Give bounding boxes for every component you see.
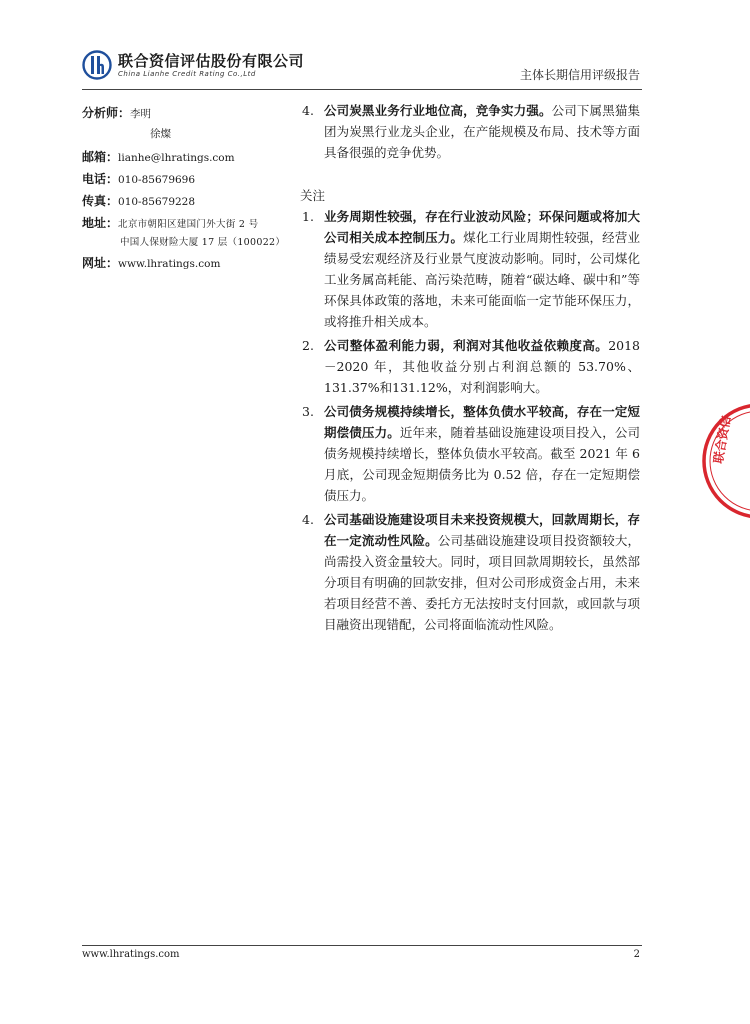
analyst-label: 分析师： bbox=[82, 106, 131, 120]
website-label: 网址： bbox=[82, 256, 119, 270]
analyst-row-2 bbox=[150, 126, 171, 141]
analyst-row bbox=[82, 104, 151, 121]
item-title: 业务周期性较强，存在行业波动风险；环保问题或将加大公司相关成本控制压力。 bbox=[324, 209, 640, 245]
item-title: 公司整体盈利能力弱，利润对其他收益依赖度高。 bbox=[324, 338, 609, 353]
company-name-en: China Lianhe Credit Rating Co.,Ltd bbox=[118, 70, 256, 78]
phone-value: 010-85679696 bbox=[118, 174, 196, 186]
fax-label: 传真： bbox=[82, 194, 119, 208]
strength-item-4 bbox=[300, 100, 640, 163]
main-content bbox=[300, 100, 640, 638]
email-value[interactable]: lianhe@lhratings.com bbox=[118, 152, 235, 164]
address-label: 地址： bbox=[82, 216, 119, 230]
header-rule bbox=[82, 89, 642, 90]
address-row bbox=[82, 214, 258, 231]
email-label: 邮箱： bbox=[82, 150, 119, 164]
item-number: 2. bbox=[302, 338, 314, 353]
page-number: 2 bbox=[633, 949, 640, 960]
phone-row bbox=[82, 170, 195, 187]
phone-label: 电话： bbox=[82, 172, 119, 186]
report-type: 主体长期信用评级报告 bbox=[519, 68, 640, 82]
item-body: 煤化工行业周期性较强，经营业绩易受宏观经济及行业景气度波动影响。同时，公司煤化工业务属高耗能、高污染范畴，随着“碳达峰、碳中和”等环保具体政策的落地，未来可能面临一定节能环保压力，或将推升相关成本。 bbox=[324, 230, 640, 329]
item-body: 2018－2020 年，其他收益分别占利润总额的 53.70%、131.37%和131.12%，对利润影响大。 bbox=[324, 338, 640, 395]
lianhe-logo-icon bbox=[82, 50, 112, 80]
footer-url[interactable]: www.lhratings.com bbox=[82, 949, 180, 960]
item-title: 公司基础设施建设项目未来投资规模大，回款周期长，存在一定流动性风险。 bbox=[324, 512, 640, 548]
concern-item-1 bbox=[300, 206, 640, 332]
website-row bbox=[82, 254, 220, 271]
analyst-1: 李明 bbox=[130, 108, 152, 120]
address-line-1: 北京市朝阳区建国门外大街 2 号 bbox=[118, 219, 259, 230]
address-row-2 bbox=[120, 234, 285, 248]
section-title-concerns: 关注 bbox=[300, 188, 326, 203]
footer-rule bbox=[82, 945, 642, 946]
item-title: 公司债务规模持续增长，整体负债水平较高，存在一定短期偿债压力。 bbox=[324, 404, 640, 440]
item-number: 4. bbox=[302, 512, 314, 527]
analyst-2: 徐燦 bbox=[150, 128, 171, 140]
item-title: 公司炭黑业务行业地位高，竞争实力强。 bbox=[324, 103, 552, 118]
address-line-2: 中国人保财险大厦 17 层（100022） bbox=[120, 237, 286, 248]
item-number: 4. bbox=[302, 103, 314, 118]
company-seal-icon bbox=[700, 396, 750, 526]
email-row bbox=[82, 148, 235, 165]
item-body: 近年来，随着基础设施建设项目投入，公司债务规模持续增长，整体负债水平较高。截至 2021 年 6 月底，公司现金短期债务比为 0.52 倍，存在一定短期偿债压力。 bbox=[324, 425, 640, 503]
concern-item-4 bbox=[300, 509, 640, 635]
item-number: 3. bbox=[302, 404, 314, 419]
concern-item-2 bbox=[300, 335, 640, 398]
item-body: 公司下属黑猫集团为炭黑行业龙头企业，在产能规模及布局、技术等方面具备很强的竞争优势。 bbox=[324, 103, 640, 160]
item-number: 1. bbox=[302, 209, 314, 224]
svg-text:联合资信: 联合资信 bbox=[711, 414, 734, 465]
website-value[interactable]: www.lhratings.com bbox=[118, 258, 221, 270]
fax-row bbox=[82, 192, 195, 209]
item-body: 公司基础设施建设项目投资额较大，尚需投入资金量较大。同时，项目回款周期较长，虽然部分项目有明确的回款安排，但对公司形成资金占用，未来若项目经营不善、委托方无法按时支付回款，或回款与项目融资出现错配，公司将面临流动性风险。 bbox=[324, 533, 640, 632]
company-name-cn: 联合资信评估股份有限公司 bbox=[118, 52, 305, 70]
concern-item-3 bbox=[300, 401, 640, 506]
page-header bbox=[82, 46, 642, 90]
fax-value: 010-85679228 bbox=[118, 196, 196, 208]
